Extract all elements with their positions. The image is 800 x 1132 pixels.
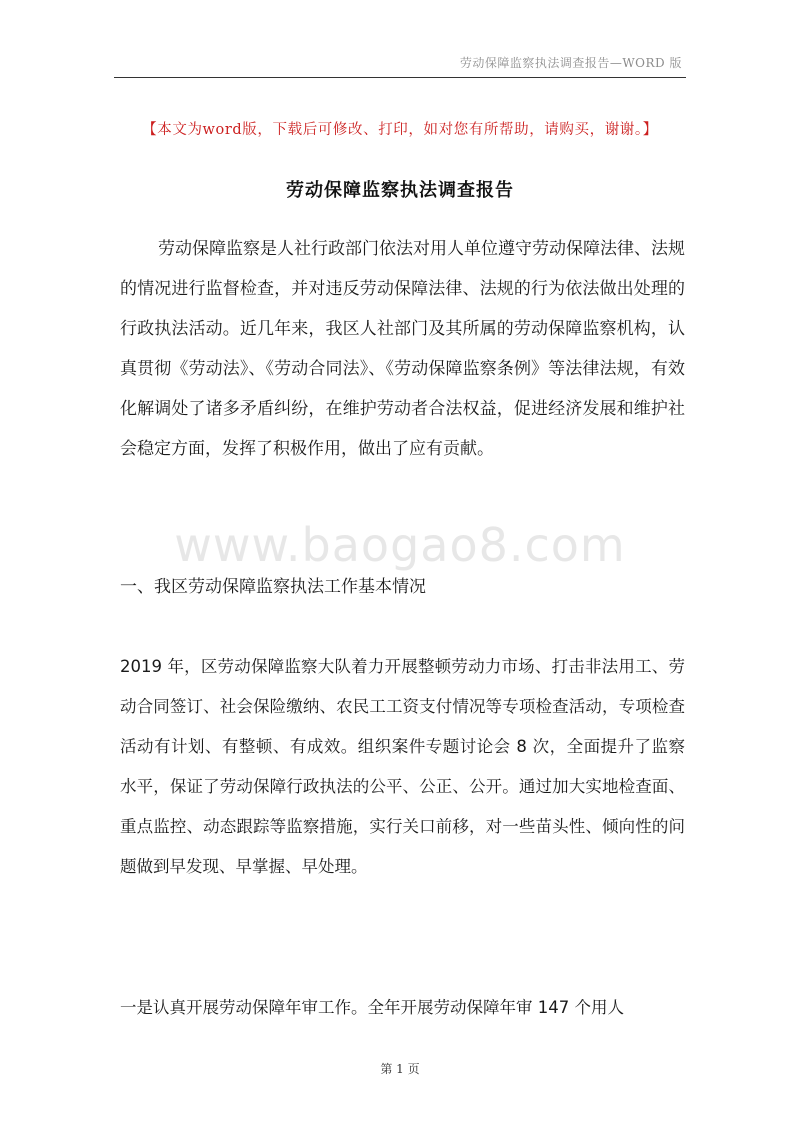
paragraph-annual-review: 一是认真开展劳动保障年审工作。全年开展劳动保障年审 147 个用人 [120, 998, 624, 1017]
header-divider [114, 77, 686, 78]
running-header: 劳动保障监察执法调查报告—WORD 版 [459, 56, 682, 70]
purchase-notice: 【本文为word版，下载后可修改、打印，如对您有所帮助，请购买，谢谢。】 [142, 122, 658, 138]
paragraph-intro: 劳动保障监察是人社行政部门依法对用人单位遵守劳动保障法律、法规的情况进行监督检查，并对违反劳动保障法律、法规的行为依法做出处理的行政执法活动。近几年来，我区人社部门及其所属的劳动保障监察机构，认真贯彻《劳动法》、《劳动合同法》、《劳动保障监察条例》等法律法规，有效化解调处了诸多矛盾纠纷，在维护劳动者合法权益，促进经济发展和维护社会稳定方面，发挥了积极作用，做出了应有贡献。 [120, 239, 685, 459]
paragraph-2019-overview: 2019 年，区劳动保障监察大队着力开展整顿劳动力市场、打击非法用工、劳动合同签订、社会保险缴纳、农民工工资支付情况等专项检查活动，专项检查活动有计划、有整顿、有成效。组织案件专题讨论会 8 次，全面提升了监察水平，保证了劳动保障行政执法的公平、公正、公开。通过加大实地检查面、重点监控、动态跟踪等监察措施，实行关口前移，对一些苗头性、倾向性的问题做到早发现、早掌握、早处理。 [120, 657, 685, 876]
section-heading-1: 一、我区劳动保障监察执法工作基本情况 [120, 577, 426, 597]
page-number: 第 1 页 [380, 1062, 420, 1076]
document-title: 劳动保障监察执法调查报告 [286, 180, 514, 201]
watermark: www.baogao8.com [174, 518, 626, 572]
